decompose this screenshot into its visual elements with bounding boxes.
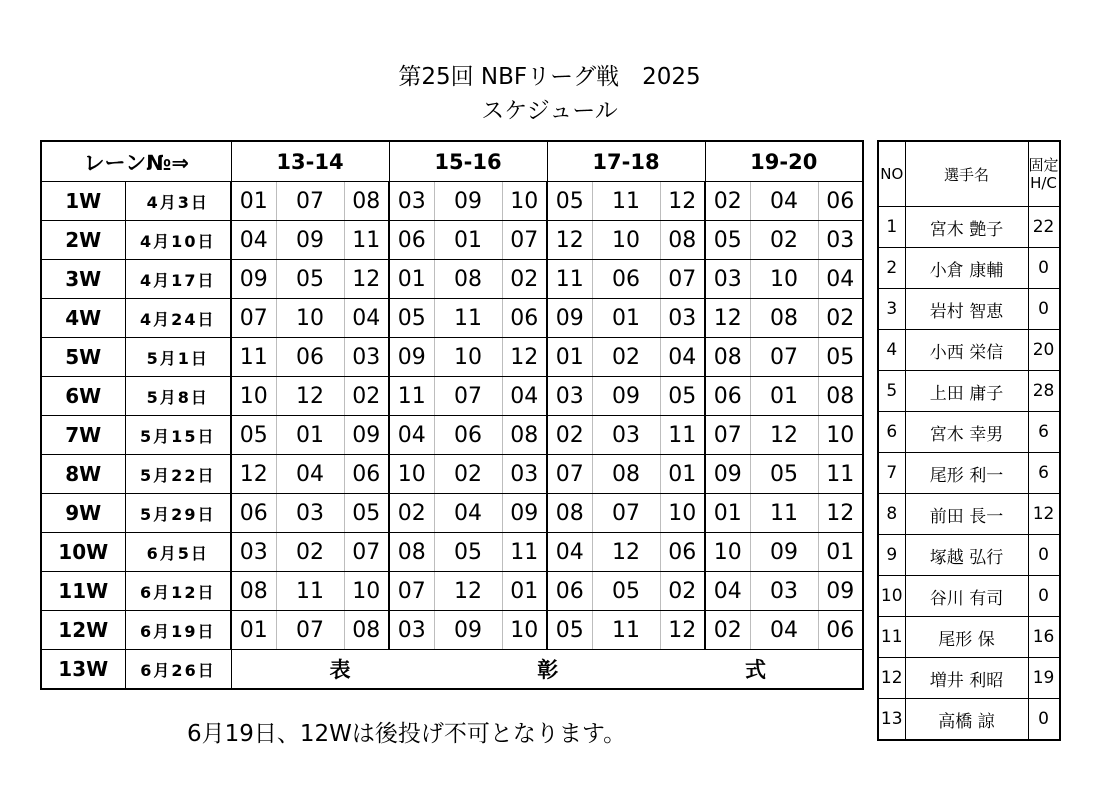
lane-cell: 06 (276, 338, 344, 377)
schedule-row (41, 611, 863, 650)
lane-cell: 04 (231, 221, 276, 260)
lane-cell: 06 (705, 377, 750, 416)
week-cell: 10W (41, 533, 125, 572)
week-cell: 6W (41, 377, 125, 416)
lane-cell: 08 (502, 416, 547, 455)
lane-cell: 11 (344, 221, 389, 260)
player-row (878, 576, 1060, 617)
player-handicap: 0 (1028, 576, 1060, 617)
lane-cell: 06 (592, 260, 660, 299)
player-no: 11 (878, 617, 905, 658)
lane-cell: 10 (502, 182, 547, 221)
date-cell: 4月24日 (125, 299, 231, 338)
lane-cell: 03 (705, 260, 750, 299)
lane-cell: 09 (818, 572, 863, 611)
lane-cell: 04 (705, 572, 750, 611)
lane-cell: 12 (705, 299, 750, 338)
player-name: 谷川 有司 (905, 576, 1028, 617)
lane-cell: 11 (231, 338, 276, 377)
lane-cell: 08 (231, 572, 276, 611)
award-char: 式 (745, 658, 766, 682)
player-no: 9 (878, 535, 905, 576)
date-cell: 4月17日 (125, 260, 231, 299)
lane-cell: 09 (276, 221, 344, 260)
lane-cell: 10 (434, 338, 502, 377)
lane-cell: 04 (502, 377, 547, 416)
lane-cell: 05 (231, 416, 276, 455)
no-header: NO (878, 141, 905, 207)
lane-cell: 09 (750, 533, 818, 572)
lane-cell: 12 (592, 533, 660, 572)
lane-cell: 12 (660, 611, 705, 650)
lane-cell: 01 (231, 182, 276, 221)
player-handicap: 0 (1028, 535, 1060, 576)
lane-cell: 11 (502, 533, 547, 572)
player-row (878, 617, 1060, 658)
lane-cell: 07 (502, 221, 547, 260)
week-cell: 2W (41, 221, 125, 260)
player-row (878, 658, 1060, 699)
date-cell: 6月12日 (125, 572, 231, 611)
player-handicap: 6 (1028, 453, 1060, 494)
lane-cell: 02 (660, 572, 705, 611)
players-table (877, 140, 1061, 741)
lane-cell: 08 (344, 611, 389, 650)
lane-cell: 05 (818, 338, 863, 377)
player-name-header: 選手名 (905, 141, 1028, 207)
lane-cell: 10 (818, 416, 863, 455)
lane-cell: 03 (344, 338, 389, 377)
lane-cell: 07 (434, 377, 502, 416)
lane-cell: 12 (750, 416, 818, 455)
player-row (878, 699, 1060, 741)
player-name: 尾形 保 (905, 617, 1028, 658)
player-name: 上田 庸子 (905, 371, 1028, 412)
lane-cell: 11 (592, 182, 660, 221)
player-handicap: 16 (1028, 617, 1060, 658)
player-name: 塚越 弘行 (905, 535, 1028, 576)
lane-cell: 01 (231, 611, 276, 650)
lane-cell: 03 (502, 455, 547, 494)
award-ceremony-cell (231, 650, 863, 690)
lane-cell: 11 (660, 416, 705, 455)
player-name: 尾形 利一 (905, 453, 1028, 494)
handicap-header-line1: 固定 (1028, 156, 1059, 174)
lane-cell: 04 (660, 338, 705, 377)
lane-number-header: レーン№⇒ (41, 141, 231, 182)
lane-cell: 07 (705, 416, 750, 455)
week-cell: 11W (41, 572, 125, 611)
lane-cell: 07 (750, 338, 818, 377)
lane-cell: 06 (547, 572, 592, 611)
lane-cell: 06 (344, 455, 389, 494)
lane-cell: 08 (705, 338, 750, 377)
player-row (878, 330, 1060, 371)
player-handicap: 20 (1028, 330, 1060, 371)
lane-cell: 08 (434, 260, 502, 299)
lane-cell: 07 (660, 260, 705, 299)
player-handicap: 6 (1028, 412, 1060, 453)
player-name: 小西 栄信 (905, 330, 1028, 371)
week-cell: 8W (41, 455, 125, 494)
lane-cell: 05 (660, 377, 705, 416)
date-cell: 6月26日 (125, 650, 231, 690)
player-name: 高橋 諒 (905, 699, 1028, 741)
player-row (878, 248, 1060, 289)
player-name: 宮木 艶子 (905, 207, 1028, 248)
lane-cell: 12 (231, 455, 276, 494)
date-cell: 4月3日 (125, 182, 231, 221)
lane-cell: 09 (502, 494, 547, 533)
lane-cell: 03 (276, 494, 344, 533)
lane-cell: 01 (276, 416, 344, 455)
week-cell: 13W (41, 650, 125, 690)
lane-cell: 03 (389, 182, 434, 221)
lane-cell: 02 (434, 455, 502, 494)
lane-cell: 02 (705, 611, 750, 650)
lane-cell: 05 (434, 533, 502, 572)
player-handicap: 28 (1028, 371, 1060, 412)
handicap-header (1028, 141, 1060, 207)
player-no: 5 (878, 371, 905, 412)
lane-cell: 05 (750, 455, 818, 494)
lane-cell: 01 (750, 377, 818, 416)
player-no: 12 (878, 658, 905, 699)
lane-pair-header: 19-20 (705, 141, 863, 182)
lane-cell: 10 (660, 494, 705, 533)
schedule-row (41, 572, 863, 611)
lane-cell: 07 (547, 455, 592, 494)
lane-cell: 01 (592, 299, 660, 338)
lane-pair-header: 13-14 (231, 141, 389, 182)
player-handicap: 0 (1028, 699, 1060, 741)
lane-cell: 06 (434, 416, 502, 455)
lane-cell: 03 (818, 221, 863, 260)
lane-cell: 02 (502, 260, 547, 299)
lane-cell: 06 (818, 611, 863, 650)
schedule-row (41, 533, 863, 572)
player-no: 4 (878, 330, 905, 371)
lane-cell: 12 (660, 182, 705, 221)
lane-cell: 07 (276, 182, 344, 221)
player-no: 6 (878, 412, 905, 453)
lane-cell: 06 (389, 221, 434, 260)
lane-cell: 05 (547, 182, 592, 221)
lane-cell: 03 (389, 611, 434, 650)
player-handicap: 19 (1028, 658, 1060, 699)
schedule-note: 6月19日、12Wは後投げ不可となります。 (187, 721, 627, 747)
lane-cell: 11 (389, 377, 434, 416)
lane-cell: 12 (434, 572, 502, 611)
lane-cell: 09 (547, 299, 592, 338)
player-handicap: 0 (1028, 289, 1060, 330)
lane-cell: 06 (660, 533, 705, 572)
lane-cell: 05 (592, 572, 660, 611)
lane-cell: 10 (231, 377, 276, 416)
title-line1: 第25回 NBFリーグ戦 2025 (398, 64, 701, 90)
lane-cell: 11 (276, 572, 344, 611)
player-handicap: 12 (1028, 494, 1060, 535)
lane-cell: 01 (705, 494, 750, 533)
lane-cell: 04 (276, 455, 344, 494)
lane-cell: 10 (705, 533, 750, 572)
lane-cell: 01 (389, 260, 434, 299)
lane-cell: 10 (750, 260, 818, 299)
lane-cell: 10 (592, 221, 660, 260)
date-cell: 5月29日 (125, 494, 231, 533)
lane-cell: 05 (344, 494, 389, 533)
lane-cell: 06 (502, 299, 547, 338)
date-cell: 5月1日 (125, 338, 231, 377)
player-row (878, 371, 1060, 412)
player-name: 前田 長一 (905, 494, 1028, 535)
player-row (878, 453, 1060, 494)
player-row (878, 207, 1060, 248)
player-no: 2 (878, 248, 905, 289)
lane-cell: 06 (231, 494, 276, 533)
player-name: 岩村 智恵 (905, 289, 1028, 330)
lane-cell: 01 (434, 221, 502, 260)
lane-cell: 04 (750, 611, 818, 650)
lane-cell: 09 (592, 377, 660, 416)
lane-cell: 02 (705, 182, 750, 221)
lane-cell: 11 (547, 260, 592, 299)
lane-cell: 02 (547, 416, 592, 455)
lane-cell: 09 (389, 338, 434, 377)
schedule-row (41, 182, 863, 221)
lane-cell: 11 (434, 299, 502, 338)
schedule-row (41, 494, 863, 533)
date-cell: 5月15日 (125, 416, 231, 455)
schedule-table (40, 140, 864, 690)
lane-cell: 07 (231, 299, 276, 338)
lane-cell: 04 (750, 182, 818, 221)
lane-cell: 08 (592, 455, 660, 494)
lane-cell: 09 (705, 455, 750, 494)
lane-cell: 09 (434, 611, 502, 650)
lane-cell: 11 (750, 494, 818, 533)
lane-cell: 11 (818, 455, 863, 494)
players-header-row (878, 141, 1060, 207)
week-cell: 5W (41, 338, 125, 377)
lane-cell: 02 (750, 221, 818, 260)
schedule-row (41, 260, 863, 299)
title-line2: スケジュール (481, 98, 618, 124)
lane-cell: 06 (818, 182, 863, 221)
date-cell: 6月5日 (125, 533, 231, 572)
lane-cell: 08 (389, 533, 434, 572)
schedule-row (41, 416, 863, 455)
lane-cell: 05 (547, 611, 592, 650)
lane-cell: 12 (344, 260, 389, 299)
lane-pair-header: 15-16 (389, 141, 547, 182)
lane-pair-header: 17-18 (547, 141, 705, 182)
player-no: 1 (878, 207, 905, 248)
lane-cell: 09 (434, 182, 502, 221)
lane-cell: 02 (344, 377, 389, 416)
schedule-header-row (41, 141, 863, 182)
schedule-row (41, 455, 863, 494)
player-no: 10 (878, 576, 905, 617)
lane-cell: 12 (276, 377, 344, 416)
lane-cell: 08 (547, 494, 592, 533)
player-name: 宮木 幸男 (905, 412, 1028, 453)
award-char: 彰 (537, 658, 559, 682)
lane-cell: 11 (592, 611, 660, 650)
lane-cell: 10 (276, 299, 344, 338)
player-name: 小倉 康輔 (905, 248, 1028, 289)
player-name: 増井 利昭 (905, 658, 1028, 699)
week-cell: 4W (41, 299, 125, 338)
lane-cell: 02 (276, 533, 344, 572)
schedule-row (41, 299, 863, 338)
lane-cell: 05 (705, 221, 750, 260)
player-no: 3 (878, 289, 905, 330)
lane-cell: 04 (818, 260, 863, 299)
lane-cell: 03 (547, 377, 592, 416)
lane-cell: 07 (344, 533, 389, 572)
lane-cell: 08 (818, 377, 863, 416)
lane-cell: 03 (592, 416, 660, 455)
week-cell: 7W (41, 416, 125, 455)
lane-cell: 12 (502, 338, 547, 377)
week-cell: 12W (41, 611, 125, 650)
lane-cell: 07 (592, 494, 660, 533)
handicap-header-line2: H/C (1030, 174, 1057, 192)
player-handicap: 0 (1028, 248, 1060, 289)
date-cell: 5月8日 (125, 377, 231, 416)
lane-cell: 09 (231, 260, 276, 299)
player-no: 7 (878, 453, 905, 494)
lane-cell: 08 (750, 299, 818, 338)
player-handicap: 22 (1028, 207, 1060, 248)
week-cell: 3W (41, 260, 125, 299)
lane-cell: 12 (547, 221, 592, 260)
lane-cell: 10 (502, 611, 547, 650)
lane-cell: 04 (547, 533, 592, 572)
lane-cell: 12 (818, 494, 863, 533)
player-row (878, 494, 1060, 535)
player-no: 8 (878, 494, 905, 535)
schedule-row (41, 338, 863, 377)
player-row (878, 412, 1060, 453)
lane-cell: 09 (344, 416, 389, 455)
date-cell: 6月19日 (125, 611, 231, 650)
lane-cell: 03 (660, 299, 705, 338)
lane-cell: 10 (389, 455, 434, 494)
week-cell: 9W (41, 494, 125, 533)
schedule-row-final (41, 650, 863, 690)
schedule-row (41, 377, 863, 416)
lane-cell: 07 (389, 572, 434, 611)
lane-cell: 05 (276, 260, 344, 299)
lane-cell: 03 (231, 533, 276, 572)
lane-cell: 01 (502, 572, 547, 611)
lane-cell: 02 (592, 338, 660, 377)
player-row (878, 289, 1060, 330)
date-cell: 5月22日 (125, 455, 231, 494)
lane-cell: 02 (389, 494, 434, 533)
lane-cell: 08 (344, 182, 389, 221)
schedule-row (41, 221, 863, 260)
lane-cell: 02 (818, 299, 863, 338)
lane-cell: 01 (547, 338, 592, 377)
lane-cell: 01 (818, 533, 863, 572)
date-cell: 4月10日 (125, 221, 231, 260)
lane-cell: 10 (344, 572, 389, 611)
lane-cell: 08 (660, 221, 705, 260)
player-no: 13 (878, 699, 905, 741)
week-cell: 1W (41, 182, 125, 221)
lane-cell: 04 (434, 494, 502, 533)
lane-cell: 01 (660, 455, 705, 494)
award-char: 表 (329, 658, 351, 682)
lane-cell: 04 (344, 299, 389, 338)
player-row (878, 535, 1060, 576)
lane-cell: 04 (389, 416, 434, 455)
lane-cell: 03 (750, 572, 818, 611)
lane-cell: 07 (276, 611, 344, 650)
lane-cell: 05 (389, 299, 434, 338)
